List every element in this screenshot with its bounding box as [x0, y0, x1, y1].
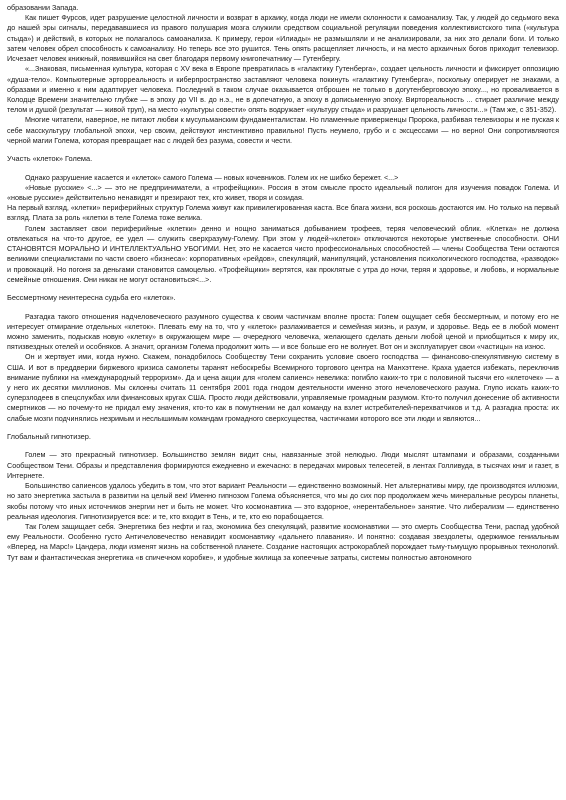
paragraph: Разгадка такого отношения надчеловеческого разумного существа к своим частичкам вполне проста: Голем ощущает себя бессмертным, и потому его не интересует отмирание отдельных «клеток». Плевать ему на то, что у «клеток» разлаживается и семейная жизнь, и разум, и здоровье. Ведь ее в любой момент можно заменить, подыскав новую «клетку» в окружающем мире — очередного человечка, желающего сделать деньги любой ценой и приобщиться к миру их, пятизвездных отелей и особняков. А значит, организм Голема продолжит жить — и все больше его не волнует. Вот он и эксплуатирует свои «частицы» на износ.: [7, 311, 559, 352]
paragraph: Так Голем защищает себя. Энергетика без нефти и газ, экономика без спекуляций, развитие космонавтики — это смерть Сообщества Тени, распад удобной ему Реальности. Особенно густо Античеловечество ненавидит космонавтику «дальнего плавания». И понятно: создавая звездолеты, одержимое гениальным «Вперед, на Марс!» Цандера, люди изменят жизнь на собственной планете. Создание настоящих астрокораблей порождает тьму-тьмущую прорывных технологий. Тут вам и фантастическая энергетика «в спичечном коробке», и удобные жилища за копеечные затраты, системы полностью автономного: [7, 521, 559, 562]
quote-paragraph: «...Знаковая, письменная культура, которая с XV века в Европе превратилась в «галактику Гутенберга», создает цельность личности и фиксирует оппозицию «душа-тело». Компьютерные эрторреальность и киберпространство заставляют человека покинуть «галактику Гутенберга», поскольку оперирует не знаками, а образами и именно к ним адаптирует человека. Последний в таком случае оказывается отброшен не только в догутенберговскую эпоху..., но проваливается в Колодце Времени значительно глубже — в эпоху до VII в. до н.э., не в допечатную, а эпоху в дописьменную эпоху. Виртореальность ... стирает различие между телом и душой (результат — живой труп), на место «культуры совести» опять водружает «культуру стыда» и разрушает цельность личности...» (Там же, с 351-352).: [7, 64, 559, 115]
section-heading: Глобальный гипнотизер.: [7, 431, 91, 441]
paragraph: Голем — это прекрасный гипнотизер. Большинство землян видит сны, навязанные этой нелюдью. Люди мыслят штампами и образами, созданными Сообществом Тени. Образы и представления формируются ежедневно и ежечасно: в передачах мировых телесетей, в лентах Голливуда, в тысячах книг и газет, в Интернете.: [7, 450, 559, 480]
paragraph: Как пишет Фурсов, идет разрушение целостной личности и возврат в архаику, когда люди не имели склонности к самоанализу. Так, у людей до седьмого века до нашей эры сигналы, передававшиеся из правого полушария мозга служили средством социальной регуляции поведения коллективистского типа («культура стыда») и действий, в которых не полагалось самоанализа. К примеру, герои «Илиады» не размышляли и не анализировали, за них это делали боги. И только затем человек обрел способность к самоанализу. Но теперь все это рушится. Тень опять расщепляет личность, и на место архаичных богов приходит телевизор. Исчезает человек книжный, появившийся на свет благодаря первому книгопечатнику — Гутенбергу.: [7, 13, 559, 64]
paragraph: Голем заставляет свои периферийные «клетки» денно и нощно заниматься добыванием трофеев, теряя человеческий облик. «Клетка» не должна отвлекаться на что-то другое, ее удел — служить сверхразуму-Голему. При этом у людей-«клеток» отключаются некоторые умственные способности. ОНИ СТАНОВЯТСЯ МОРАЛЬНО И ИНТЕЛЛЕКТУАЛЬНО УБОГИМИ. Нет, это не касается чисто профессиональных способностей — члены Сообщества Тени остаются великими специалистами по части своего «бизнеса»: корпоративных «рейдов», спекуляций, манипуляций, установления психологического господства, «разводок» и провокаций. Но погоня за деньгами становится самоцелью. «Трофейщики» вертятся, как проклятые с утра до ночи, теряя и здоровье, и любовь, и нормальные семейные отношения. Они никак не могут остановиться<...>.: [7, 223, 559, 284]
paragraph: На первый взгляд, «клетки» периферийных структур Голема живут как привилегированная каста. Все блага жизни, вся роскошь достаются им. Но только на первый взгляд. Плата за роль «клетки в теле Голема тоже велика.: [7, 203, 559, 223]
paragraph: Многие читатели, наверное, не питают любви к мусульманским фундаменталистам. Но пламенные приверженцы Пророка, разбивая телевизоры и не пуская к себе масскультуру глобальной эпохи, чер своим, действуют инстинктивно правильно! Пусть неумело, грубо и с эксцессами — но верно! Они сопротивляются черной магии Голема, которая превращает нас с людей без разума, совести и чести.: [7, 115, 559, 145]
paragraph: Большинство сапиенсов удалось убедить в том, что этот вариант Реальности — единственно возможный. Нет альтернативы миру, где производятся иллюзии, но зато энергетика застыла в развитии на целый век! Именно гипнозом Голема объясняется, что мы до сих пор продолжаем жечь минеральные ресурсы планеты, якобы потому что иных источников энергии нет и быть не может. Что космонавтика — это вздорное, «нерентабельное» занятие. Что либерализм — единственно реальная идеология. Гипнотизируется все: и те, кто входит в Тень, и те, кто ею порабощается.: [7, 481, 559, 521]
section-heading: Бессмертному неинтересна судьба его «клеток».: [7, 292, 176, 302]
paragraph: Однако разрушение касается и «клеток» самого Голема — новых кочевников. Голем их не шибко бережет. <...>: [25, 172, 399, 182]
paragraph-continuation: образовании Запада.: [7, 3, 79, 12]
paragraph: «Новые русские» <...> — это не предприниматели, а «трофейщики». Россия в этом смысле просто идеальный полигон для изучения повадок Голема. И «новые русские» действительно ненавидят и презирают тех, кто живет, творя и созидая.: [7, 182, 559, 203]
paragraph: Он и жертвует ими, когда нужно. Скажем, понадобилось Сообществу Тени сохранить условие своего господства — финансово-спекулятивную систему в США. И вот в преддверии биржевого кризиса самолеты таранят небоскребы Всемирного торгового центра на Манхэттене. Краха удается избежать, переключив внимание публики на «международный терроризм». Да и цена акции для «голем сапиенс» невелика: погибло каких-то три с половиной тысячи его «клеточек» — а у него их десятки миллионов. Мы склонны считать 11 сентября 2001 года гнодом деятельности именно этого нечеловеческого разума. Глупо искать каких-то суперзлодеев в спецслужбах или финансовых кругах США. Просто люди действовали, управляемые громадным разумом. Кто-то получил донесение об активности смертников — но почему-то не придал ему значения, кто-то как в помутнении не дал команду на взлет истребителей-перехватчиков и т.д. А разгадка проста: их слабые мозги подчинялись незримым и неслышимым командам громадного сверхсущества, частичками которого все эти люди и являются...: [7, 352, 559, 423]
section-heading: Участь «клеток» Голема.: [7, 154, 93, 164]
